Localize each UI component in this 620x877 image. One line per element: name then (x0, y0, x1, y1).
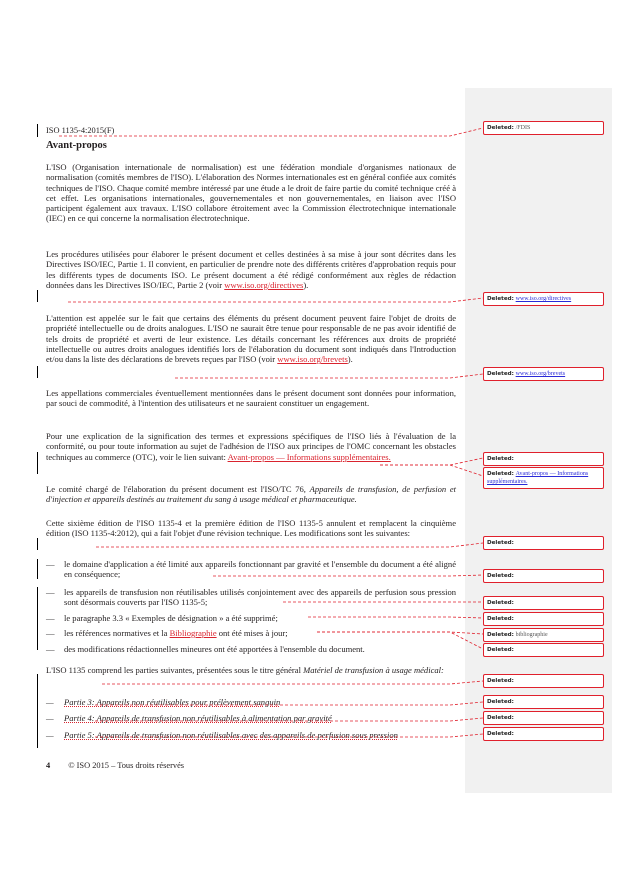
paragraph-conformity: Pour une explication de la signification des termes et expressions spécifiques de l'ISO liés à l'évaluation de la conformité, ou pour toute information au sujet de l'adhésion de l'ISO aux principes de l'OMC concernant les obstacles techniques au commerce (OTC), voir le lien suivant: Avant-propos — Informations supplémentaires. (46, 431, 456, 462)
comment-deleted[interactable]: Deleted: (483, 643, 604, 657)
comment-deleted[interactable]: Deleted: (483, 452, 604, 466)
list-item: — les appareils de transfusion non réutilisables utilisés conjointement avec des appareils de perfusion sous pression sont désormais couverts par l'ISO 1135-5; (46, 587, 456, 608)
page-title: Avant-propos (46, 140, 107, 151)
paragraph-edition: Cette sixième édition de l'ISO 1135-4 et la première édition de l'ISO 1135-5 annulent et remplacent la cinquième édition (ISO 1135-4:2012), qui a fait l'objet d'une révision technique. Les modifications sont les suivantes: (46, 518, 456, 539)
list-item: — des modifications rédactionnelles mineures ont été apportées à l'ensemble du document. (46, 644, 365, 654)
paragraph-patents: L'attention est appelée sur le fait que certains des éléments du présent document peuvent faire l'objet de droits de propriété intellectuelle ou de droits analogues. L'ISO ne saurait être tenue pour responsable de ne pas avoir identifié de tels droits de propriété et averti de leur existence. Les détails concernant les références aux droits de propriété intellectuelle ou autres droits analogues identifiés lors de l'élaboration du document sont indiqués dans l'Introduction et/ou dans la liste des déclarations de brevets reçues par l'ISO (voir www.iso.org/brevets). (46, 313, 456, 365)
comment-deleted-brevets[interactable]: Deleted: www.iso.org/brevets (483, 367, 604, 381)
paragraph-trade-names: Les appellations commerciales éventuellement mentionnées dans le présent document sont données pour information, par souci de commodité, à l'intention des utilisateurs et ne sauraient constituer un engagement. (46, 388, 456, 409)
paragraph-iso-intro: L'ISO (Organisation internationale de normalisation) est une fédération mondiale d'organismes nationaux de normalisation (comités membres de l'ISO). L'élaboration des Normes internationales est en général confiée aux comités techniques de l'ISO. Chaque comité membre intéressé par une étude a le droit de faire partie du comité technique créé à cet effet. Les organisations internationales, gouvernementales et non gouvernementales, en liaison avec l'ISO participent également aux travaux. L'ISO collabore étroitement avec la Commission électrotechnique internationale (IEC) en ce qui concerne la normalisation électrotechnique. (46, 162, 456, 224)
comment-deleted-directives[interactable]: Deleted: www.iso.org/directives (483, 292, 604, 306)
comment-deleted[interactable]: Deleted: (483, 536, 604, 550)
comment-deleted[interactable]: Deleted: (483, 727, 604, 741)
directives-link[interactable]: www.iso.org/directives (224, 279, 304, 290)
list-item: — le paragraphe 3.3 « Exemples de désignation » a été supprimé; (46, 613, 278, 623)
document-id: ISO 1135-4:2015(F) (46, 126, 115, 135)
comment-deleted[interactable]: Deleted: (483, 711, 604, 725)
part-item: — Partie 3: Appareils non réutilisables pour prélèvement sanguin (46, 697, 281, 707)
list-item: — le domaine d'application a été limité aux appareils fonctionnant par gravité et l'ensemble du document a été aligné en conséquence; (46, 559, 456, 580)
comment-deleted[interactable]: Deleted: (483, 612, 604, 626)
comment-deleted[interactable]: Deleted: (483, 695, 604, 709)
comment-deleted-fdis[interactable]: Deleted: /FDIS (483, 121, 604, 135)
paragraph-parts: L'ISO 1135 comprend les parties suivantes, présentées sous le titre général Matériel de transfusion à usage médical: (46, 665, 444, 675)
comment-deleted[interactable]: Deleted: (483, 569, 604, 583)
bibliographie-link[interactable]: Bibliographie (169, 628, 217, 638)
page-footer: 4 © ISO 2015 – Tous droits réservés (46, 761, 185, 770)
part-item: — Partie 4: Appareils de transfusion non réutilisables à alimentation par gravité (46, 713, 332, 723)
comment-deleted-foreword-info[interactable]: Deleted: Avant-propos — Informations supplémentaires. (483, 467, 604, 489)
list-item: — les références normatives et la Bibliographie ont été mises à jour; (46, 628, 288, 638)
paragraph-committee: Le comité chargé de l'élaboration du présent document est l'ISO/TC 76, Appareils de transfusion, de perfusion et d'injection et appareils destinés au traitement du sang à usage médical et pharmaceutique. (46, 484, 456, 505)
paragraph-procedures: Les procédures utilisées pour élaborer le présent document et celles destinées à sa mise à jour sont décrites dans les Directives ISO/IEC, Partie 1. Il convient, en particulier de prendre note des différents critères d'approbation requis pour les différents types de documents ISO. Le présent document a été rédigé conformément aux règles de rédaction données dans les Directives ISO/IEC, Partie 2 (voir www.iso.org/directives). (46, 249, 456, 290)
comment-deleted-bibliographie[interactable]: Deleted: bibliographie (483, 628, 604, 642)
comment-deleted[interactable]: Deleted: (483, 596, 604, 610)
brevets-link[interactable]: www.iso.org/brevets (277, 354, 348, 365)
comment-deleted[interactable]: Deleted: (483, 674, 604, 688)
foreword-info-link[interactable]: Avant-propos — Informations supplémentaires. (227, 451, 391, 462)
part-item: — Partie 5: Appareils de transfusion non réutilisables avec des appareils de perfusion sous pression (46, 730, 398, 740)
